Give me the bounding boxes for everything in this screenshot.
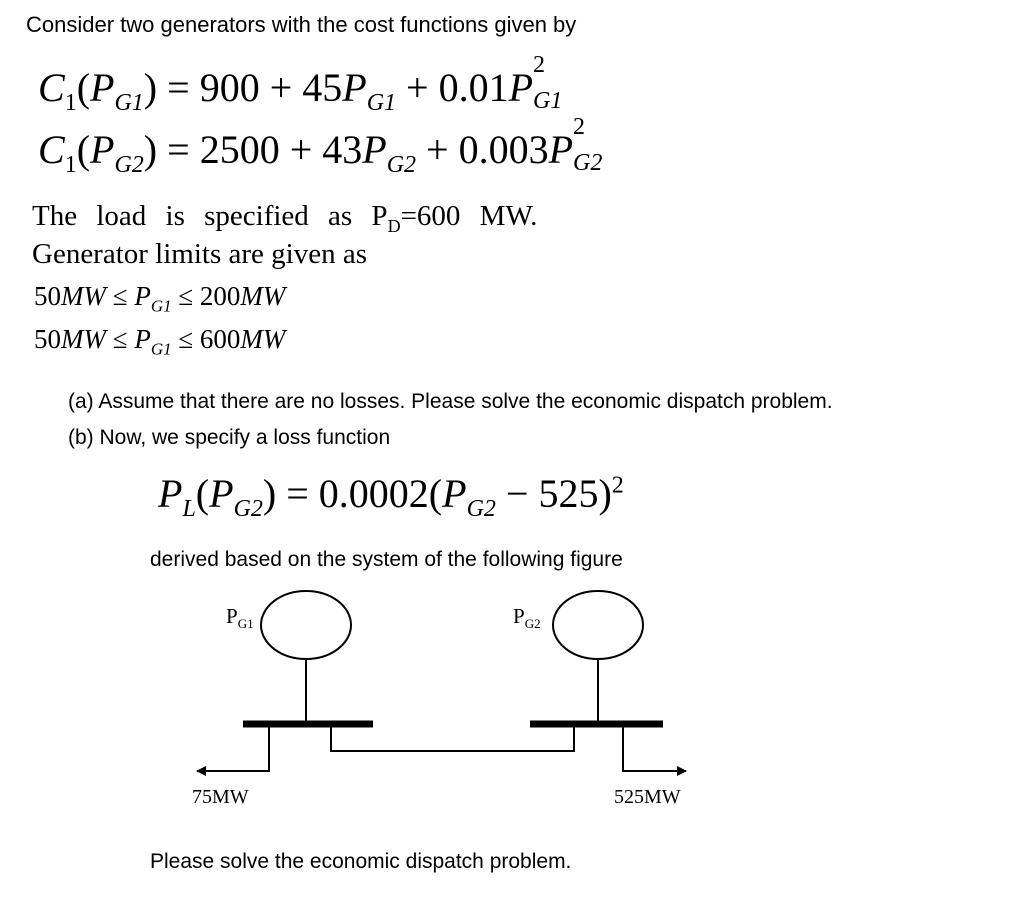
question-b: (b) Now, we specify a loss function [68, 426, 391, 449]
generator-2-symbol [553, 591, 643, 659]
transmission-line [331, 724, 574, 751]
figure-caption: derived based on the system of the following figure [150, 548, 623, 571]
loss-equation: $P_L(P_{G2}) = 0.0002(P_{G2} - 525)^2$ [158, 471, 624, 522]
load-2-feeder [623, 724, 686, 771]
load-1-label: 75MW [192, 786, 249, 808]
cost-equation-2: $C_1(P_{G2}) = 2500 + 43P_{G2} + 0.003P$ 2 G2 [38, 114, 603, 178]
generator-2-label: $P_{G2}$ [513, 604, 541, 632]
load-spec: The load is specified as $P_D=600$ MW. [32, 200, 538, 236]
limits-intro: Generator limits are given as [32, 238, 367, 270]
question-a: (a) Assume that there are no losses. Please solve the economic dispatch problem. [68, 390, 833, 413]
intro-text: Consider two generators with the cost functions given by [26, 12, 577, 37]
cost-equation-1: $C_1(P_{G1}) = 900 + 45P_{G1} + 0.01P$ 2 G1 [38, 52, 563, 116]
load-2-label: 525MW [614, 786, 681, 808]
limit-1: $50MW \le P_{G1} \le 200MW$ [34, 281, 286, 316]
limit-2: $50MW \le P_{G1} \le 600MW$ [34, 324, 286, 359]
closing-text: Please solve the economic dispatch problem. [150, 850, 572, 873]
generator-1-label: $P_{G1}$ [226, 604, 254, 632]
generator-1-symbol [261, 591, 351, 659]
load-1-feeder [197, 724, 269, 771]
